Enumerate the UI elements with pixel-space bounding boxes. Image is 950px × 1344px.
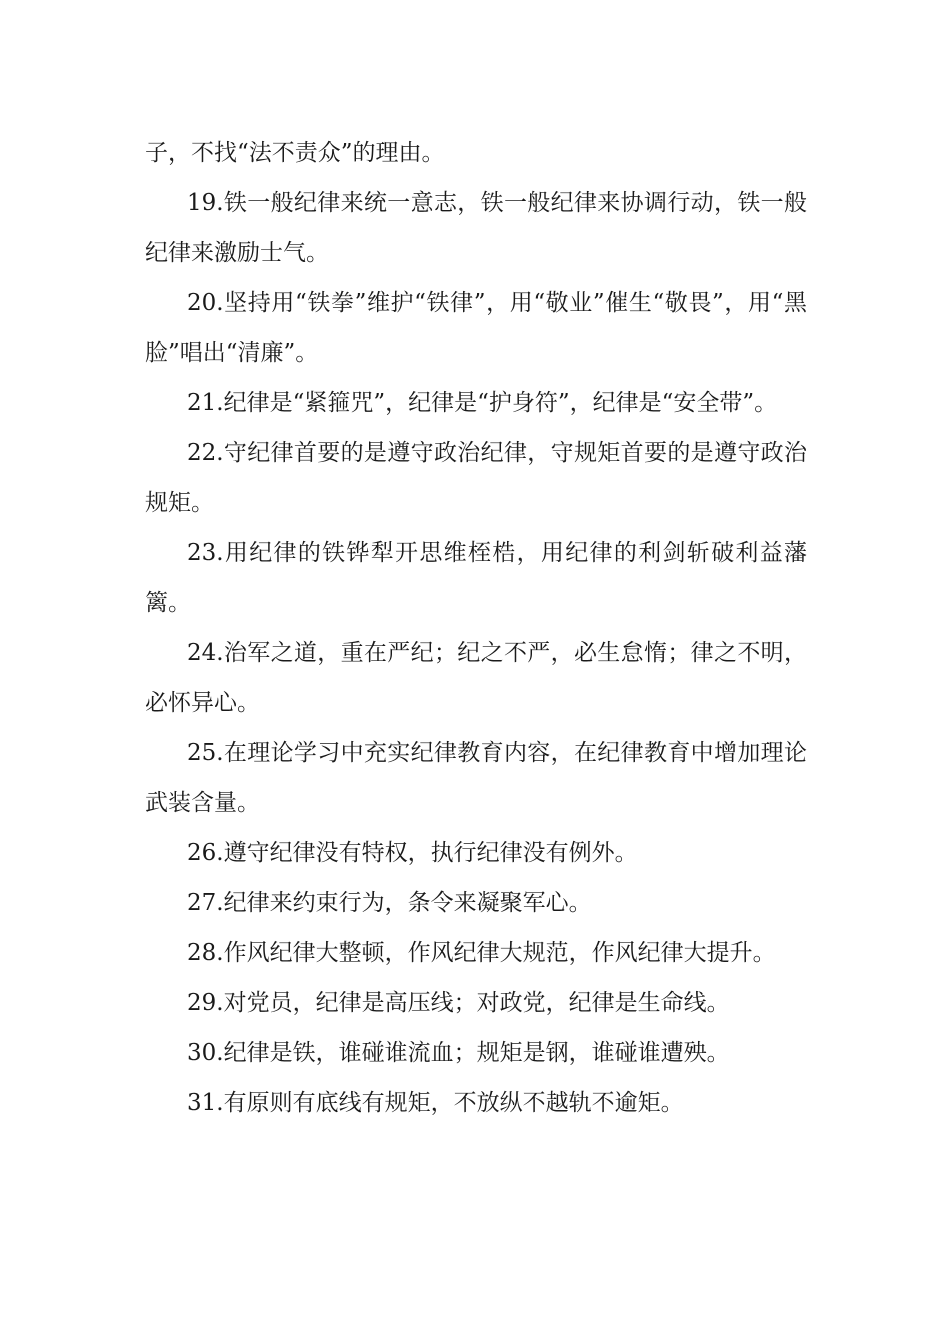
paragraph-19: 19.铁一般纪律来统一意志，铁一般纪律来协调行动，铁一般纪律来激励士气。	[145, 190, 807, 266]
paragraph-25: 25.在理论学习中充实纪律教育内容，在纪律教育中增加理论武装含量。	[145, 740, 807, 816]
paragraph-20: 20.坚持用“铁拳”维护“铁律”，用“敬业”催生“敬畏”，用“黑脸”唱出“清廉”。	[145, 290, 807, 366]
paragraph-21: 21.纪律是“紧箍咒”，纪律是“护身符”，纪律是“安全带”。	[187, 390, 778, 416]
paragraph-26: 26.遵守纪律没有特权，执行纪律没有例外。	[187, 840, 638, 866]
paragraph-30: 30.纪律是铁，谁碰谁流血；规矩是钢，谁碰谁遭殃。	[187, 1040, 730, 1066]
paragraph-continued: 子，不找“法不责众”的理由。	[145, 140, 445, 166]
paragraph-28: 28.作风纪律大整顿，作风纪律大规范，作风纪律大提升。	[187, 940, 776, 966]
paragraph-29: 29.对党员，纪律是高压线；对政党，纪律是生命线。	[187, 990, 730, 1016]
paragraph-23: 23.用纪律的铁铧犁开思维桎梏，用纪律的利剑斩破利益藩篱。	[145, 540, 807, 616]
paragraph-31: 31.有原则有底线有规矩，不放纵不越轨不逾矩。	[187, 1090, 684, 1116]
paragraph-24: 24.治军之道，重在严纪；纪之不严，必生怠惰；律之不明，必怀异心。	[145, 640, 807, 716]
paragraph-22: 22.守纪律首要的是遵守政治纪律，守规矩首要的是遵守政治规矩。	[145, 440, 807, 516]
document-body	[145, 128, 807, 1128]
paragraph-27: 27.纪律来约束行为，条令来凝聚军心。	[187, 890, 592, 916]
